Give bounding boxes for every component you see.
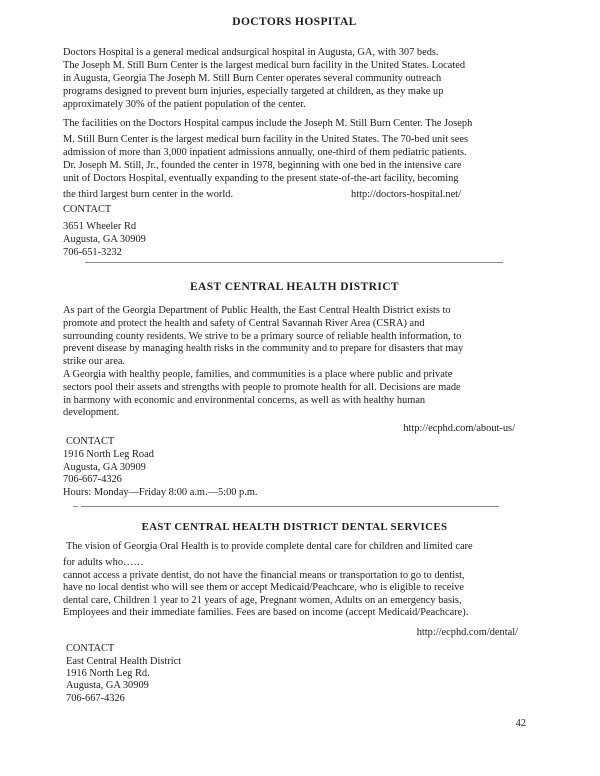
page-number: 42 xyxy=(515,718,526,729)
url-line xyxy=(63,423,526,436)
text-line: Augusta, GA 30909 xyxy=(63,461,146,473)
text-line: A Georgia with healthy people, families, and communities is a place where public and private xyxy=(63,368,453,380)
paragraph-hospital-overview xyxy=(63,46,526,111)
text-line: cannot access a private dentist, do not have the financial means or transportation to go to dentist, xyxy=(63,569,465,581)
text-line: in harmony with economic and environmental concerns, as well as with healthy human xyxy=(63,394,426,406)
text-line: 1916 North Leg Rd. xyxy=(66,668,150,679)
section-echd-dental-services xyxy=(63,519,526,705)
section-title-doctors-hospital: DOCTORS HOSPITAL xyxy=(232,16,357,28)
url-ecphd-about[interactable]: http://ecphd.com/about-us/ xyxy=(403,423,515,435)
section-title-east-central-health-district: EAST CENTRAL HEALTH DISTRICT xyxy=(189,281,399,293)
text-line: Dr. Joseph M. Still, Jr., founded the center in 1978, beginning with one bed in the intensive care xyxy=(63,160,462,171)
text-burn-center-tail: the third largest burn center in the world. xyxy=(63,189,234,200)
text-line: The facilities on the Doctors Hospital campus include the Joseph M. Still Burn Center. The Joseph xyxy=(63,118,473,129)
text-line: 3651 Wheeler Rd xyxy=(63,221,137,232)
paragraph-facilities-first-line xyxy=(63,117,526,130)
contact-label: CONTACT xyxy=(66,643,115,655)
text-line: 1916 North Leg Road xyxy=(63,448,154,460)
text-line: for adults who…… xyxy=(63,557,144,569)
text-line: East Central Health District xyxy=(66,655,182,667)
paragraph-echd-mission xyxy=(63,305,526,420)
text-line: As part of the Georgia Department of Public Health, the East Central Health District exists to xyxy=(63,305,451,316)
text-line: approximately 30% of the patient population of the center. xyxy=(63,99,306,110)
text-line: promote and protect the health and safety of Central Savannah River Area (CSRA) and xyxy=(63,317,425,329)
text-line: dental care, Children 1 year to 21 years of age, Pregnant women, Adults on an emergency basis, xyxy=(63,594,462,606)
text-line: sectors pool their assets and strengths with people to promote health for all. Decisions are made xyxy=(63,381,461,393)
text-line: have no local dentist who will see them or accept Medicaid/Peachcare, who is eligible to receive xyxy=(63,582,465,594)
url-doctors-hospital[interactable]: http://doctors-hospital.net/ xyxy=(351,189,461,200)
text-line: 706-667-4326 xyxy=(66,692,125,704)
url-line xyxy=(63,627,526,640)
text-line: M. Still Burn Center is the largest medical burn facility in the United States. The 70-bed unit sees xyxy=(63,134,469,145)
section-title-echd-dental-services: EAST CENTRAL HEALTH DISTRICT DENTAL SERVICES xyxy=(141,520,448,533)
section-doctors-hospital xyxy=(63,14,526,263)
section-east-central-health-district xyxy=(63,279,526,511)
text-line: Doctors Hospital is a general medical andsurgical hospital in Augusta, GA, with 307 beds. xyxy=(63,47,439,58)
dash-mark: – xyxy=(73,500,79,512)
contact-label: CONTACT xyxy=(63,204,112,215)
section-divider xyxy=(85,262,503,263)
text-line: Augusta, GA 30909 xyxy=(66,680,149,692)
contact-block-doctors-hospital xyxy=(63,220,526,259)
text-line: surrounding county residents. We strive to be a primary source of reliable health information, to xyxy=(63,330,462,342)
text-line: development. xyxy=(63,407,120,419)
text-line: 706-651-3232 xyxy=(63,247,122,258)
text-line: unit of Doctors Hospital, eventually expanding to the present state-of-the-art facility, becoming xyxy=(63,173,459,184)
paragraph-dental-vision-rest xyxy=(63,557,526,619)
text-line: Employees and their immediate families. Fees are based on income (accept Medicaid/Peachcare). xyxy=(63,606,469,618)
text-line: in Augusta, Georgia The Joseph M. Still Burn Center operates several community outreach xyxy=(63,73,442,84)
text-line: prevent disease by managing health risks in the community and to prepare for disasters that may xyxy=(63,343,464,355)
divider-rule xyxy=(81,506,499,507)
text-line: 706-667-4326 xyxy=(63,474,122,486)
text-line: Hours: Monday—Friday 8:00 a.m.—5:00 p.m. xyxy=(63,487,258,499)
paragraph-dental-vision-first-line xyxy=(63,541,526,553)
contact-block-dental xyxy=(63,656,526,706)
contact-block-echd xyxy=(63,449,526,500)
text-line: admission of more than 3,000 inpatient admissions annually, one-third of them pediatric patients. xyxy=(63,147,467,158)
url-ecphd-dental[interactable]: http://ecphd.com/dental/ xyxy=(416,627,518,639)
contact-label: CONTACT xyxy=(66,435,115,447)
paragraph-facilities-rest xyxy=(63,133,526,185)
text-line: Augusta, GA 30909 xyxy=(63,234,146,245)
text-line: programs designed to prevent burn injuries, especially targeted at children, as they make up xyxy=(63,86,444,97)
text-line-with-url xyxy=(63,188,526,201)
section-divider xyxy=(73,500,526,512)
text-line: strike our area. xyxy=(63,356,126,368)
text-line: The Joseph M. Still Burn Center is the largest medical burn facility in the United States. Located xyxy=(63,60,466,71)
text-line: The vision of Georgia Oral Health is to provide complete dental care for children and limited care xyxy=(66,540,473,552)
